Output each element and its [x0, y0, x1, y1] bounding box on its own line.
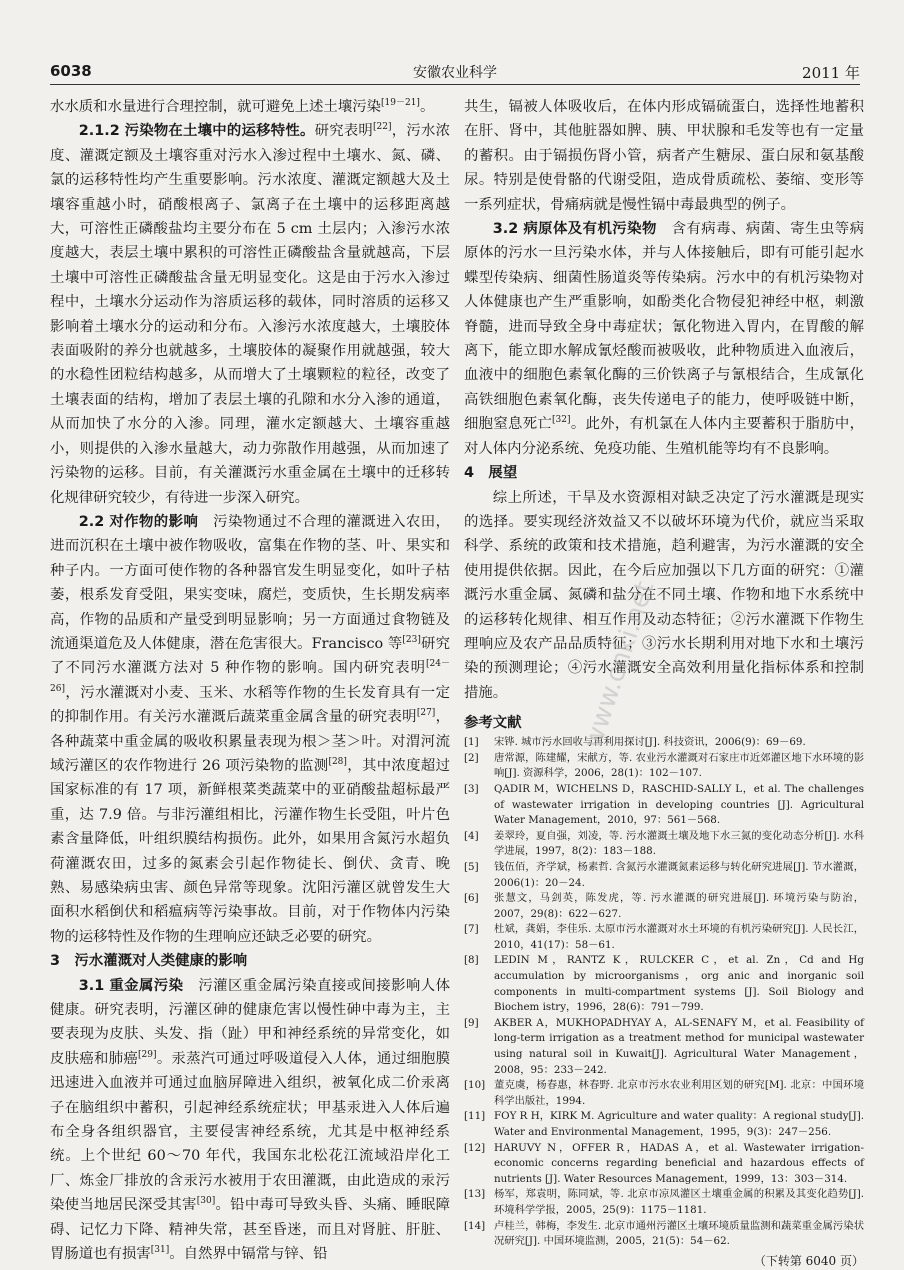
references-heading: 参考文献	[464, 715, 522, 732]
reference-number: [3]	[464, 782, 479, 795]
section-heading: 对作物的影响	[109, 513, 199, 530]
continued-note: （下转第 6040 页）	[753, 1253, 864, 1268]
reference-text: QADIR M，WICHELNS D，RASCHID-SALLY L，et al. The challenges of wastewater irrigation in developing countries [J]. Agricultural Water Management，2010，97：561－568.	[494, 782, 864, 827]
reference-number: [1]	[464, 736, 479, 749]
section-heading: 病原体及有机污染物	[523, 221, 657, 238]
paragraph-body: 污灌区重金属污染直接或间接影响人体健康。研究表明，污灌区砷的健康危害以慢性砷中毒为主，主要表现为皮肤、头发、指（趾）甲和神经系统的异常变化，如皮肤癌和肺癌[29]。汞蒸汽可通过呼吸道侵入人体，通过细胞膜迅速进入血液并可通过血脑屏障进入组织，被氧化成二价汞离子在脑组织中蓄积，引起神经系统症状；甲基汞进入人体后遍布全身各组织器官，主要侵害神经系统，尤其是中枢神经系统。上个世纪 60～70 年代，我国东北松花江流域沿岸化工厂、炼金厂排放的含汞污水被用于农田灌溉，由此造成的汞污染使当地居民深受其害[30]。铅中毒可导致头昏、头痛、睡眠障碍、记忆力下降、精神失常，甚至昏迷，而且对肾脏、肝脏、胃肠道也有损害[31]。自然界中镉常与锌、铅	[50, 977, 450, 1263]
reference-item	[464, 782, 864, 829]
paragraph-body: 污染物通过不合理的灌溉进入农田，进而沉积在土壤中被作物吸收，富集在作物的茎、叶、果实和种子内。一方面可使作物的各种器官发生明显变化，如叶子枯萎，根系发育受阻，果实变味，腐烂，变质快，生长期发病率高，作物的品质和产量受到明显影响；另一方面通过食物链及流通渠道危及人体健康，潜在危害很大。Francisco 等[23]研究了不同污水灌溉方法对 5 种作物的影响。国内研究表明[24－26]，污水灌溉对小麦、玉米、水稻等作物的生长发育具有一定的抑制作用。有关污水灌溉后蔬菜重金属含量的研究表明[27]，各种蔬菜中重金属的吸收积累量表现为根＞茎＞叶。对渭河流域污灌区的农作物进行 26 项污染物的监测[28]，其中浓度超过国家标准的有 17 项，新鲜根菜类蔬菜中的亚硝酸盐超标最严重，达 7.9 倍。与非污灌组相比，污灌作物生长受阻，叶片色素含量降低，叶组织膜结构损伤。此外，如果用含氮污水超负荷灌溉农田，过多的氮素会引起作物徒长、倒伏、贪青、晚熟、易感染病虫害、颜色异常等现象。沈阳污灌区就曾发生大面积水稻倒伏和稻瘟病等污染事故。目前，对于作物体内污染物的运移特性及作物的生理响应还缺乏必要的研究。	[50, 513, 450, 945]
reference-text: HARUVY N，OFFER R，HADAS A，et al. Wastewater irrigation-economic concerns regarding beneficial and hazardous effects of nutrients [J]. Water Resources Management，1999，13：303－314.	[494, 1141, 864, 1185]
section-2-2	[50, 510, 450, 949]
journal-name: 安徽农业科学	[413, 65, 497, 81]
paragraph: 共生，镉被人体吸收后，在体内形成镉硫蛋白，选择性地蓄积在肝、肾中，其他脏器如脾、胰、甲状腺和毛发等也有一定量的蓄积。由于镉损伤肾小管，病者产生糖尿、蛋白尿和氨基酸尿。特别是使骨骼的代谢受阻，造成骨质疏松、萎缩、变形等一系列症状，骨痛病就是慢性镉中毒最典型的例子。	[464, 99, 864, 213]
section-number: 3	[50, 953, 61, 970]
section-heading: 重金属污染	[109, 977, 184, 994]
reference-item	[464, 953, 864, 1015]
reference-item	[464, 1016, 864, 1078]
reference-number: [5]	[464, 860, 479, 873]
reference-number: [12]	[464, 1141, 486, 1154]
paragraph-body: 含有病毒、病菌、寄生虫等病原体的污水一旦污染水体，并与人体接触后，即有可能引起水蝶型传染病、细菌性肠道炎等传染病。污水中的有机污染物对人体健康也产生严重影响，如酚类化合物侵犯神经中枢，刺激脊髓，进而导致全身中毒症状；氰化物进入胃内，在胃酸的解离下，能立即水解成氰烃酸而被吸收，此种物质进入血液后，血液中的细胞色素氧化酶的三价铁离子与氰根结合，生成氰化高铁细胞色素氧化酶，丧失传递电子的能力，使呼吸链中断，细胞窒息死亡[32]。此外，有机氯在人体内主要蓄积于脂肪中，对人体内分泌系统、免疫功能、生殖机能等均有不良影响。	[464, 221, 864, 457]
section-number: 3.1	[78, 977, 105, 994]
reference-text: 杜斌，龚娟，李佳乐. 太原市污水灌溉对水土环境的有机污染研究[J]. 人民长江，2010，41(17)：58－61.	[494, 923, 864, 951]
section-3-2	[464, 217, 864, 461]
section-number: 3.2	[492, 221, 519, 238]
reference-text: 唐常源，陈建耀，宋献方，等. 农业污水灌溉对石家庄市近郊灌区地下水环境的影响[J]. 资源科学，2006，28(1)：102－107.	[494, 751, 864, 780]
reference-item	[464, 1187, 864, 1218]
reference-text: 董克虞，杨春惠，林春野. 北京市污水农业利用区划的研究[M]. 北京：中国环境科学出版社，1994.	[494, 1079, 864, 1107]
section-number: 2.2	[78, 513, 105, 530]
section-title: 污水灌溉对人类健康的影响	[74, 953, 248, 970]
section-number: 2.1.2	[78, 123, 120, 140]
section-4-heading	[464, 461, 864, 485]
reference-number: [8]	[464, 954, 479, 967]
section-4-body: 综上所述，干旱及水资源相对缺乏决定了污水灌溉是现实的选择。要实现经济效益又不以破坏环境为代价，就应当采取科学、系统的政策和技术措施，趋利避害，为污水灌溉的安全使用提供依据。因此，在今后应加强以下几方面的研究：①灌溉污水重金属、氮磷和盐分在不同土壤、作物和地下水系统中的运移转化规律、相互作用及动态特征；②污水灌溉下作物生理响应及农产品品质特征；③污水长期利用对地下水和土壤污染的预测理论；④污水灌溉安全高效利用量化指标体系和控制措施。	[464, 489, 864, 701]
reference-text: AKBER A，MUKHOPADHYAY A，AL-SENAFY M，et al. Feasibility of long-term irrigation as a treatment method for municipal wastewater using natural soil in Kuwait[J]. Agricultural Water Management，2008，95：233－242.	[494, 1016, 864, 1076]
paragraph: 水水质和水量进行合理控制，就可避免上述土壤污染[19－21]。	[50, 98, 435, 115]
reference-item	[464, 751, 864, 782]
page-number: 6038	[50, 62, 92, 80]
journal-year: 2011 年	[802, 64, 860, 82]
reference-text: 宋铧. 城市污水回收与再利用探讨[J]. 科技资讯，2006(9)：69－69.	[494, 736, 806, 749]
reference-text: 钱伍佰，齐学斌，杨素哲. 含氮污水灌溉氮素运移与转化研究进展[J]. 节水灌溉，2006(1)：20－24.	[494, 860, 864, 889]
reference-number: [4]	[464, 829, 479, 842]
right-column	[464, 95, 864, 1270]
reference-text: 杨军，郑袁明，陈同斌，等. 北京市凉凤灌区土壤重金属的积累及其变化趋势[J]. 环境科学学报，2005，25(9)：1175－1181.	[494, 1188, 864, 1216]
section-number: 4	[464, 465, 475, 482]
paragraph-body: 研究表明[22]，污水浓度、灌溉定额及土壤容重对污水入渗过程中土壤水、氮、磷、氯的运移特性均产生重要影响。污水浓度、灌溉定额越大及土壤容重越小时，硝酸根离子、氯离子在土壤中的运移距离越大，可溶性正磷酸盐均主要分布在 5 cm 土层内；入渗污水浓度越大，表层土壤中累积的可溶性正磷酸盐含量就越高，下层土壤中可溶性正磷酸盐含量无明显变化。这是由于污水入渗过程中，土壤水分运动作为溶质运移的载体，同时溶质的运移又影响着土壤水分的运动和分布。入渗污水浓度越大，土壤胶体表面吸附的养分也就越多，土壤胶体的凝聚作用就越强，较大的水稳性团粒结构越多，从而增大了土壤颗粒的粒径，改变了土壤表面的结构，增加了表层土壤的孔隙和水分入渗的通道，从而加快了水分的入渗。同理，灌水定额越大、土壤容重越小，则提供的入渗水量越大，动力弥散作用越强，从而加速了污染物的运移。目前，有关灌溉污水重金属在土壤中的迁移转化规律研究较少，有待进一步深入研究。	[50, 122, 450, 506]
reference-item	[464, 735, 864, 751]
reference-number: [6]	[464, 892, 479, 905]
section-3-1	[50, 974, 450, 1267]
section-heading: 污染物在土壤中的运移特性。	[124, 123, 315, 140]
running-header	[50, 62, 860, 85]
reference-text: 卢桂兰，韩梅，李发生. 北京市通州污灌区土壤环境质量监测和蔬菜重金属污染状况研究[J]. 中国环境监测，2005，21(5)：54－62.	[494, 1219, 864, 1248]
reference-number: [7]	[464, 923, 479, 936]
reference-number: [10]	[464, 1079, 486, 1092]
reference-item	[464, 860, 864, 891]
left-column	[50, 95, 450, 1267]
reference-text: 姜翠玲，夏自强，刘凌，等. 污水灌溉土壤及地下水三氮的变化动态分析[J]. 水科学进展，1997，8(2)：183－188.	[494, 829, 864, 858]
reference-text: 张慧文，马剑英，陈发虎，等. 污水灌溉的研究进展[J]. 环境污染与防治，2007，29(8)：622－627.	[494, 892, 864, 920]
reference-item	[464, 1078, 864, 1109]
reference-number: [13]	[464, 1188, 486, 1201]
reference-number: [11]	[464, 1110, 486, 1123]
reference-number: [2]	[464, 751, 479, 764]
watermark-text: www.cnki.net	[578, 577, 661, 753]
reference-item	[464, 1109, 864, 1140]
reference-item	[464, 1141, 864, 1188]
reference-item	[464, 1219, 864, 1250]
reference-text: FOY R H，KIRK M. Agriculture and water quality：A regional study[J]. Water and Environmental Management，1995，9(3)：247－256.	[494, 1110, 864, 1138]
section-title: 展望	[488, 465, 518, 482]
reference-item	[464, 891, 864, 922]
reference-text: LEDIN M，RANTZ K，RULCKER C，et al. Zn，Cd and Hg accumulation by microorganisms，org anic and inorganic soil components in multi-compartment systems [J]. Soil Biology and Biochem istry，1996，28(6)：791－799.	[494, 954, 864, 1014]
reference-number: [9]	[464, 1016, 479, 1029]
reference-item	[464, 922, 864, 953]
reference-list	[464, 735, 864, 1250]
section-2-1-2	[50, 119, 450, 510]
reference-number: [14]	[464, 1219, 486, 1232]
section-3-heading	[50, 949, 450, 973]
reference-item	[464, 829, 864, 860]
